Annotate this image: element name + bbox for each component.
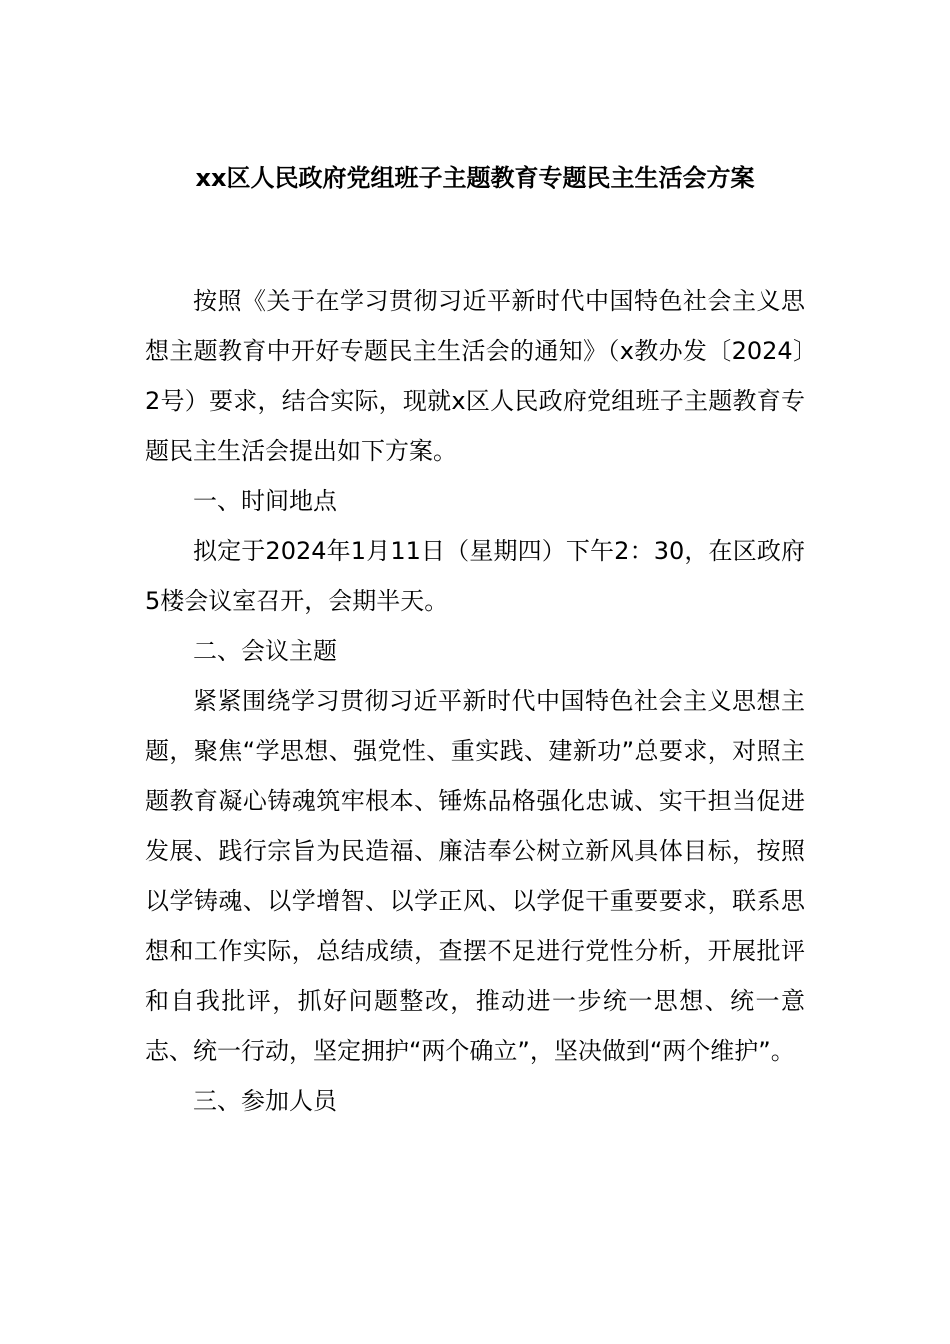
section-heading-participants: 三、参加人员 <box>193 1087 337 1115</box>
document-body <box>145 276 805 1126</box>
section-body-time-place: 拟定于2024年1月11日（星期四）下午2：30，在区政府5楼会议室召开，会期半天。 <box>145 537 805 615</box>
document-title: xx区人民政府党组班子主题教育专题民主生活会方案 <box>195 164 755 192</box>
section-body-meeting-theme: 紧紧围绕学习贯彻习近平新时代中国特色社会主义思想主题，聚焦“学思想、强党性、重实践、建新功”总要求，对照主题教育凝心铸魂筑牢根本、锤炼品格强化忠诚、实干担当促进发展、践行宗旨为民造福、廉洁奉公树立新风具体目标，按照以学铸魂、以学增智、以学正风、以学促干重要要求，联系思想和工作实际，总结成绩，查摆不足进行党性分析，开展批评和自我批评，抓好问题整改，推动进一步统一思想、统一意志、统一行动，坚定拥护“两个确立”，坚决做到“两个维护”。 <box>145 687 805 1065</box>
section-heading-meeting-theme: 二、会议主题 <box>193 637 337 665</box>
section-heading-time-place: 一、时间地点 <box>193 487 337 515</box>
intro-paragraph: 按照《关于在学习贯彻习近平新时代中国特色社会主义思想主题教育中开好专题民主生活会的通知》（x教办发〔2024〕2号）要求，结合实际，现就x区人民政府党组班子主题教育专题民主生活会提出如下方案。 <box>145 287 805 465</box>
